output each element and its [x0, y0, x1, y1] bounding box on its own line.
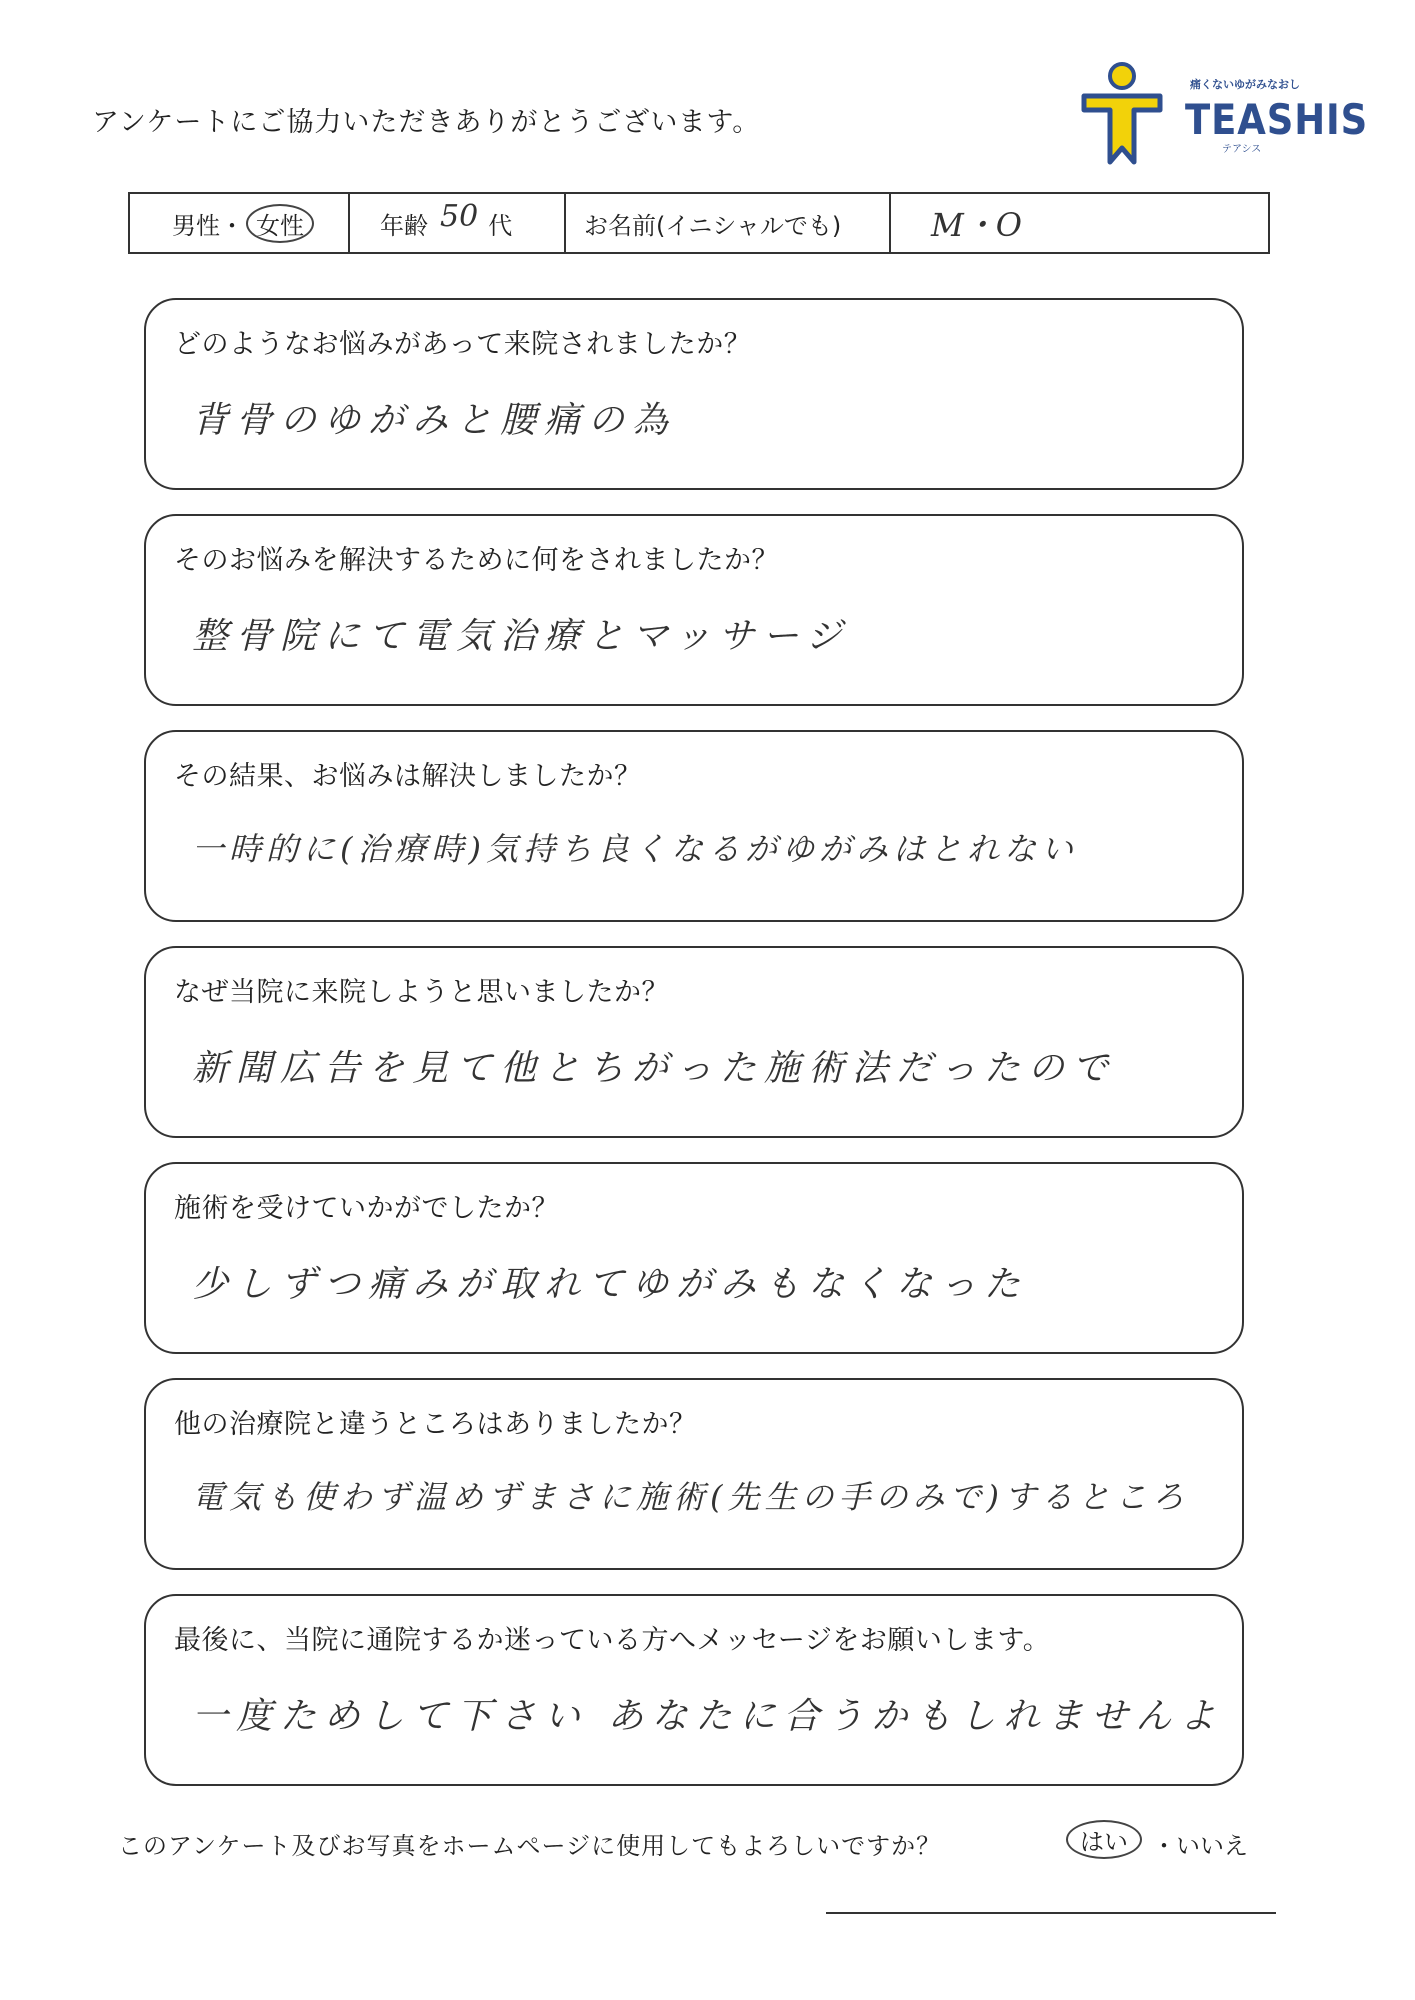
answer-text: 新聞広告を見て他とちがった施術法だったので: [192, 1048, 1117, 1089]
question-box-5: [144, 1162, 1244, 1354]
question-text: 最後に、当院に通院するか迷っている方へメッセージをお願いします。: [174, 1625, 1051, 1656]
answer-text: 背骨のゆがみと腰痛の為: [192, 400, 677, 441]
answer-text: 電気も使わず温めずまさに施術(先生の手のみで)するところ: [192, 1478, 1189, 1516]
consent-no-label: いいえ: [1176, 1832, 1248, 1860]
logo-wordmark: TEASHIS: [1185, 95, 1369, 144]
age-unit: 代: [488, 211, 513, 240]
signature-line: [826, 1912, 1276, 1914]
greeting-text: アンケートにご協力いただきありがとうございます。: [92, 107, 761, 138]
answer-text: 一度ためして下さい あなたに合うかもしれませんよ: [192, 1696, 1224, 1737]
question-box-4: [144, 946, 1244, 1138]
question-text: その結果、お悩みは解決しましたか？: [174, 761, 642, 792]
answer-text: 一時的に(治療時)気持ち良くなるがゆがみはとれない: [192, 830, 1078, 868]
consent-question: このアンケート及びお写真をホームページに使用してもよろしいですか？: [118, 1832, 942, 1860]
name-label-cell: [566, 194, 891, 252]
name-label: お名前(イニシャルでも): [584, 211, 842, 240]
question-box-1: [144, 298, 1244, 490]
question-box-6: [144, 1378, 1244, 1570]
gender-male-label: 男性・: [172, 211, 244, 240]
logo-tagline: 痛くないゆがみなおし: [1190, 78, 1300, 91]
name-value: M・O: [931, 206, 1023, 244]
gender-cell: [130, 194, 350, 252]
question-box-2: [144, 514, 1244, 706]
question-text: どのようなお悩みがあって来院されましたか？: [174, 329, 752, 360]
question-text: 他の治療院と違うところはありましたか？: [174, 1409, 697, 1440]
question-text: なぜ当院に来院しようと思いましたか？: [174, 977, 669, 1008]
name-value-cell: [891, 194, 1268, 252]
question-text: 施術を受けていかがでしたか？: [174, 1193, 559, 1224]
question-box-3: [144, 730, 1244, 922]
question-box-7: [144, 1594, 1244, 1786]
question-text: そのお悩みを解決するために何をされましたか？: [174, 545, 779, 576]
respondent-info-bar: [128, 192, 1270, 254]
age-cell: [350, 194, 566, 252]
gender-female-label-selected: 女性: [246, 204, 314, 243]
answer-text: 整骨院にて電気治療とマッサージ: [192, 616, 850, 657]
age-value: 50: [440, 198, 479, 234]
consent-separator: ・: [1152, 1832, 1176, 1860]
logo-kana: テアシス: [1222, 144, 1262, 155]
consent-yes-selected: はい: [1066, 1820, 1142, 1859]
answer-text: 少しずつ痛みが取れてゆがみもなくなった: [192, 1264, 1029, 1305]
consent-no-option: [1152, 1826, 1248, 1861]
age-label: 年齢: [380, 211, 428, 240]
